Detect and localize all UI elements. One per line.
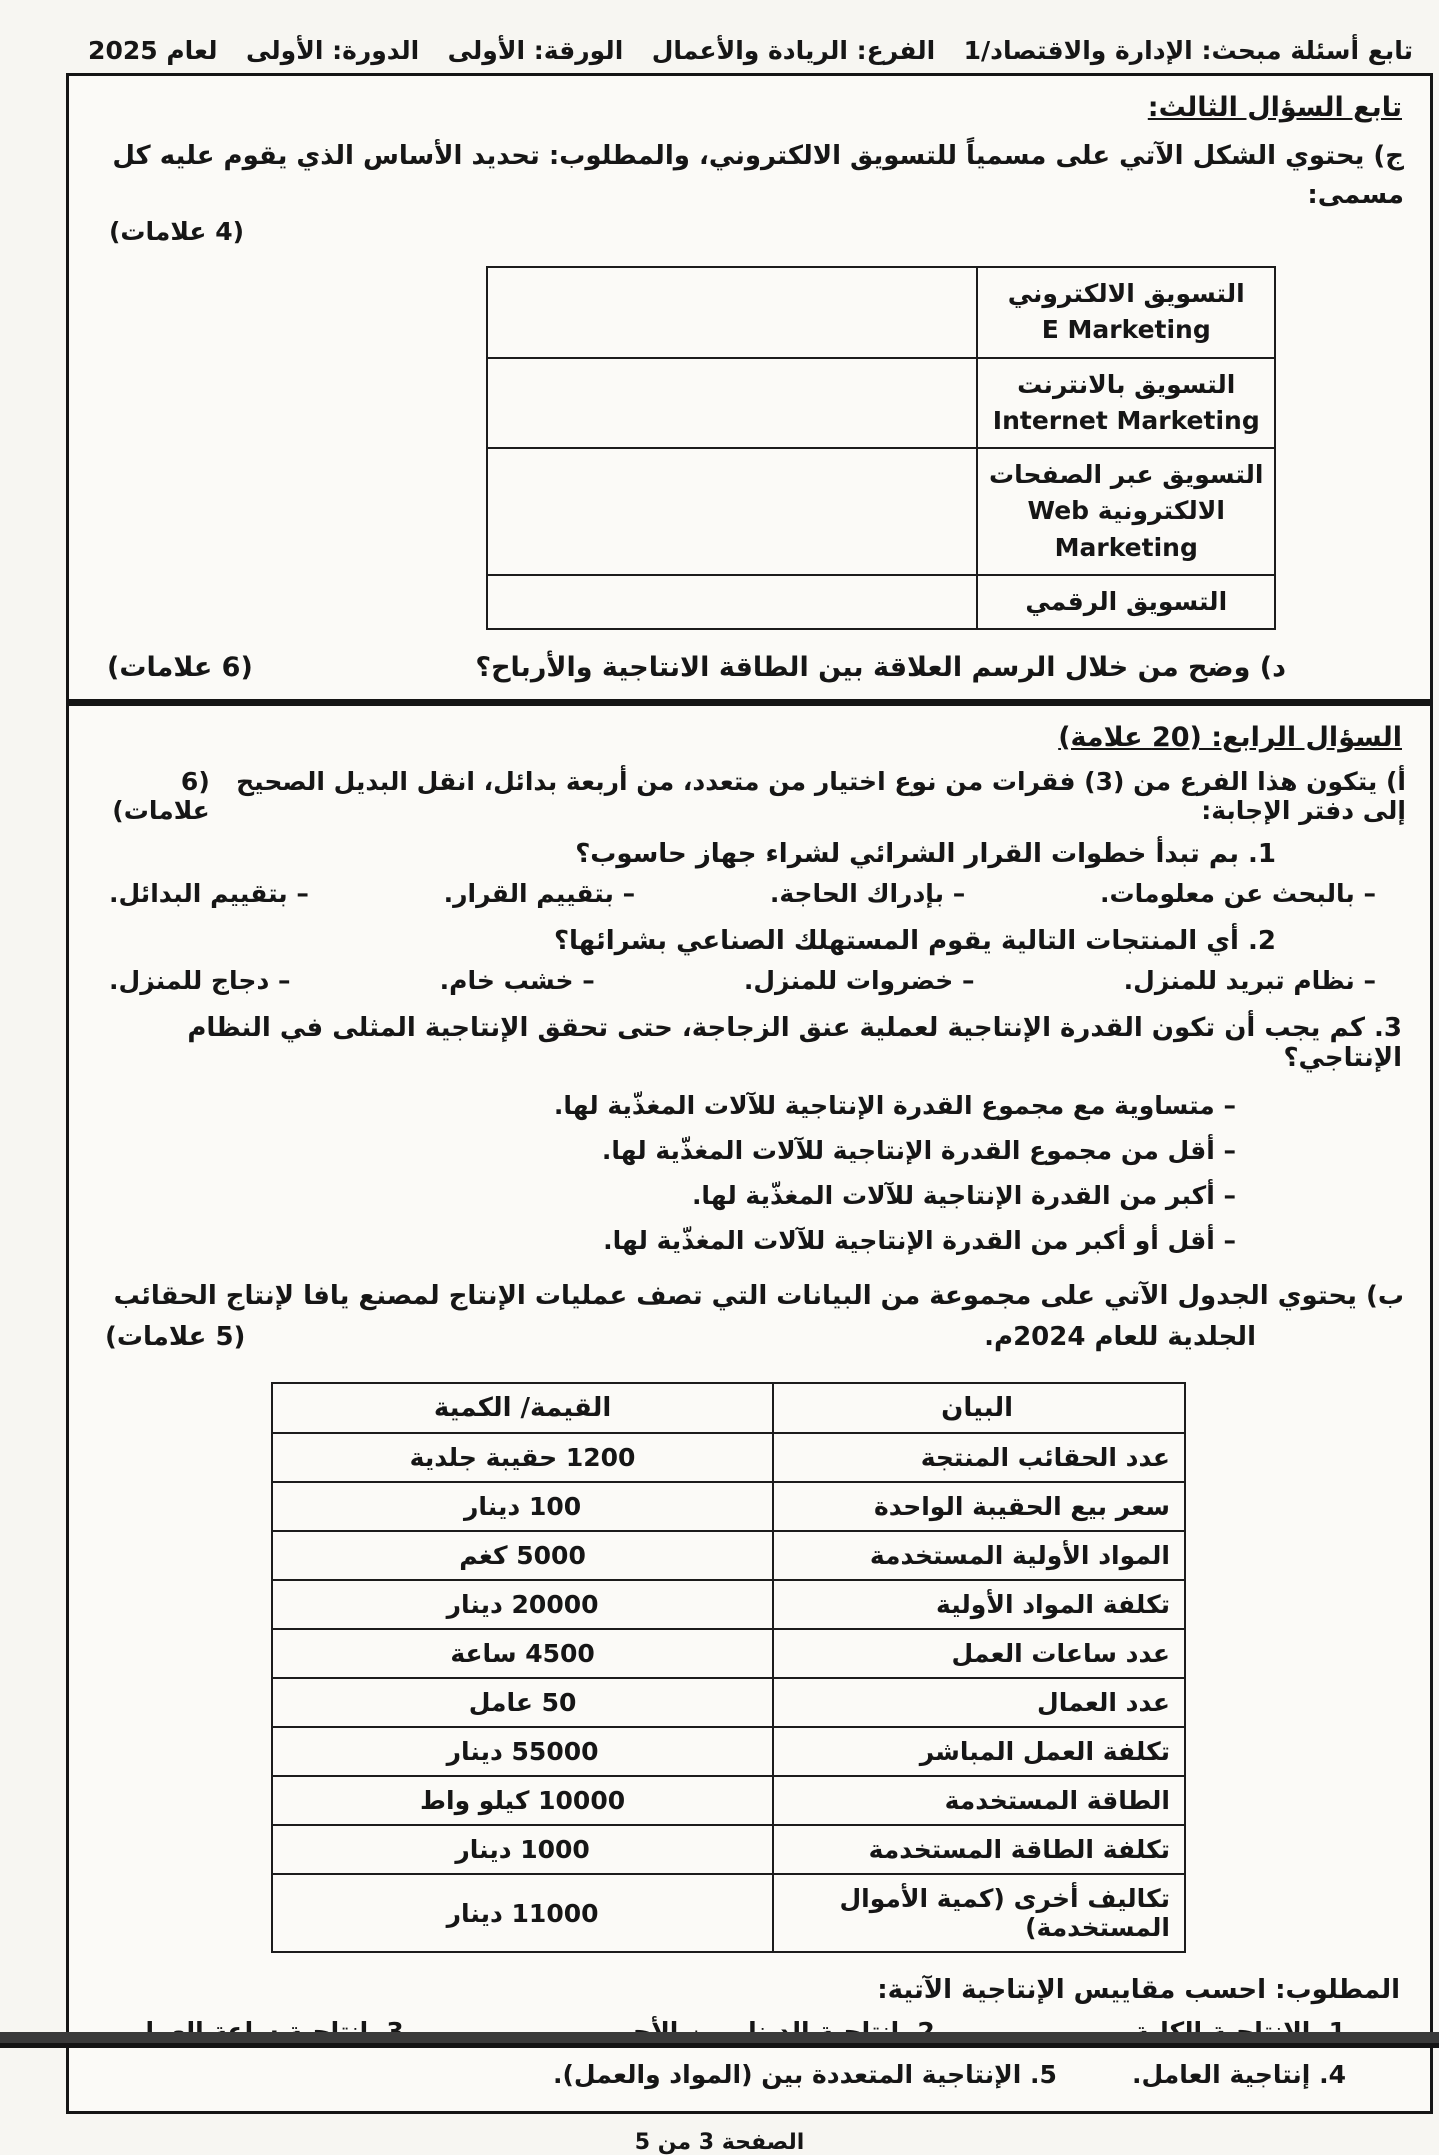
item-cell: المواد الأولية المستخدمة	[773, 1531, 1185, 1580]
part-b-intro-line1: ب) يحتوي الجدول الآتي على مجموعة من البيانات التي تصف عمليات الإنتاج لمصنع يافا لإنتاج الحقائب	[113, 1281, 1404, 1311]
table-row	[272, 1776, 1185, 1825]
page-number: الصفحة 3 من 5	[634, 2130, 805, 2155]
mcq3-option: – أقل من مجموع القدرة الإنتاجية للآلات المغذّية لها.	[601, 1136, 1236, 1165]
item-cell: تكلفة العمل المباشر	[773, 1727, 1185, 1776]
item-cell: الطاقة المستخدمة	[773, 1776, 1185, 1825]
header-value: القيمة/ الكمية	[272, 1383, 773, 1433]
mcq2-options	[109, 966, 1376, 995]
table-row	[272, 1678, 1185, 1727]
part-d-line	[93, 652, 1406, 683]
table-row	[272, 1433, 1185, 1482]
part-d-text: د) وضح من خلال الرسم العلاقة بين الطاقة الانتاجية والأرباح؟	[475, 652, 1286, 683]
page-header	[0, 0, 1439, 73]
table-row	[272, 1727, 1185, 1776]
table-row	[487, 267, 1275, 358]
marketing-table	[486, 266, 1276, 630]
marketing-table-wrap	[93, 266, 1276, 630]
mcq1-question: 1. بم تبدأ خطوات القرار الشرائي لشراء جهاز حاسوب؟	[575, 839, 1276, 869]
value-cell: 4500 ساعة	[272, 1629, 773, 1678]
answer-cell	[487, 358, 977, 449]
mcq1-option: – بإدراك الحاجة.	[769, 879, 966, 908]
table-row	[487, 575, 1275, 629]
marketing-term-cell	[977, 448, 1275, 575]
table-row	[487, 358, 1275, 449]
question-4-title: السؤال الرابع: (20 علامة)	[1058, 722, 1402, 753]
marketing-term-ar: التسويق الرقمي	[1025, 586, 1228, 616]
item-cell: عدد العمال	[773, 1678, 1185, 1727]
measure-item: 4. إنتاجية العامل.	[1132, 2060, 1346, 2089]
value-cell: 1200 حقيبة جلدية	[272, 1433, 773, 1482]
marketing-term-en: E Marketing	[1041, 315, 1211, 345]
value-cell: 20000 دينار	[272, 1580, 773, 1629]
production-table	[271, 1382, 1186, 1953]
measure-item: 5. الإنتاجية المتعددة بين (المواد والعمل).	[553, 2060, 1057, 2089]
mcq-intro-text: أ) يتكون هذا الفرع من (3) فقرات من نوع اختيار من متعدد، من أربعة بدائل، انقل البديل الصحيح إلى دفتر الإجابة:	[236, 767, 1406, 825]
table-row	[272, 1825, 1185, 1874]
part-c-marks: (4 علامات)	[109, 217, 245, 246]
part-b-marks: (5 علامات)	[105, 1322, 246, 1352]
mcq3-options	[93, 1083, 1236, 1263]
part-c-text: ج) يحتوي الشكل الآتي على مسمياً للتسويق الالكتروني، والمطلوب: تحديد الأساس الذي يقوم عليه كل مسمى:	[112, 141, 1404, 210]
mcq2-option: – نظام تبريد للمنزل.	[1123, 966, 1376, 995]
marketing-term-ar: التسويق بالانترنت	[1017, 369, 1236, 399]
question-3-title: تابع السؤال الثالث:	[1147, 92, 1402, 123]
value-cell: 1000 دينار	[272, 1825, 773, 1874]
item-cell: عدد ساعات العمل	[773, 1629, 1185, 1678]
table-row	[272, 1482, 1185, 1531]
question-3-box	[66, 73, 1433, 703]
mcq3-question: 3. كم يجب أن تكون القدرة الإنتاجية لعملية عنق الزجاجة، حتى تحقق الإنتاجية المثلى في النظام الإنتاجي؟	[187, 1013, 1402, 1073]
mcq2-option: – دجاج للمنزل.	[109, 966, 291, 995]
value-cell: 55000 دينار	[272, 1727, 773, 1776]
table-row	[272, 1580, 1185, 1629]
answer-cell	[487, 575, 977, 629]
mcq2-question: 2. أي المنتجات التالية يقوم المستهلك الصناعي بشرائها؟	[553, 926, 1276, 956]
part-d-marks: (6 علامات)	[107, 652, 253, 683]
value-cell: 50 عامل	[272, 1678, 773, 1727]
mcq-intro-line	[93, 767, 1406, 825]
mcq3-option: – أقل أو أكبر من القدرة الإنتاجية للآلات المغذّية لها.	[603, 1226, 1236, 1255]
marketing-term-cell	[977, 575, 1275, 629]
header-year: لعام 2025	[88, 36, 218, 65]
value-cell: 11000 دينار	[272, 1874, 773, 1952]
marketing-term-ar: التسويق الالكتروني	[1007, 279, 1245, 308]
value-cell: 5000 كغم	[272, 1531, 773, 1580]
part-b-intro-line2-row	[93, 1322, 1406, 1352]
item-cell: سعر بيع الحقيبة الواحدة	[773, 1482, 1185, 1531]
answer-cell	[487, 267, 977, 358]
value-cell: 100 دينار	[272, 1482, 773, 1531]
mcq2-option: – خشب خام.	[439, 966, 595, 995]
item-cell: عدد الحقائب المنتجة	[773, 1433, 1185, 1482]
mcq1-options	[109, 879, 1376, 908]
header-subject: تابع أسئلة مبحث: الإدارة والاقتصاد/1	[963, 36, 1413, 65]
header-session: الدورة: الأولى	[245, 36, 420, 65]
mcq1-option: – بتقييم البدائل.	[109, 879, 309, 908]
marketing-term-cell	[977, 358, 1275, 449]
required-title: المطلوب: احسب مقاييس الإنتاجية الآتية:	[877, 1975, 1400, 2005]
marketing-term-ar: التسويق عبر الصفحات	[988, 460, 1264, 489]
table-row	[272, 1874, 1185, 1952]
mcq1-option: – بتقييم القرار.	[443, 879, 636, 908]
mcq1-option: – بالبحث عن معلومات.	[1100, 879, 1376, 908]
table-row	[487, 448, 1275, 575]
item-cell: تكلفة الطاقة المستخدمة	[773, 1825, 1185, 1874]
header-branch: الفرع: الريادة والأعمال	[651, 36, 936, 65]
marketing-term-en: الالكترونية Web Marketing	[1027, 496, 1225, 562]
table-row	[272, 1531, 1185, 1580]
item-cell: تكلفة المواد الأولية	[773, 1580, 1185, 1629]
measures-row-2	[123, 2060, 1346, 2089]
scan-edge-bar	[0, 2032, 1439, 2048]
mcq3-option: – متساوية مع مجموع القدرة الإنتاجية للآلات المغذّية لها.	[553, 1091, 1236, 1120]
answer-cell	[487, 448, 977, 575]
header-item: البيان	[773, 1383, 1185, 1433]
mcq3-option: – أكبر من القدرة الإنتاجية للآلات المغذّية لها.	[691, 1181, 1236, 1210]
item-cell: تكاليف أخرى (كمية الأموال المستخدمة)	[773, 1874, 1185, 1952]
marketing-term-cell	[977, 267, 1275, 358]
part-b-intro-line2: الجلدية للعام 2024م.	[984, 1322, 1256, 1352]
question-4-box	[66, 703, 1433, 2114]
production-table-wrap	[93, 1382, 1186, 1953]
marketing-term-en: Internet Marketing	[992, 405, 1260, 435]
value-cell: 10000 كيلو واط	[272, 1776, 773, 1825]
table-row	[272, 1629, 1185, 1678]
mcq2-option: – خضروات للمنزل.	[743, 966, 975, 995]
header-paper: الورقة: الأولى	[447, 36, 624, 65]
table-header-row	[272, 1383, 1185, 1433]
mcq-intro-marks: (6 علامات)	[112, 767, 210, 825]
